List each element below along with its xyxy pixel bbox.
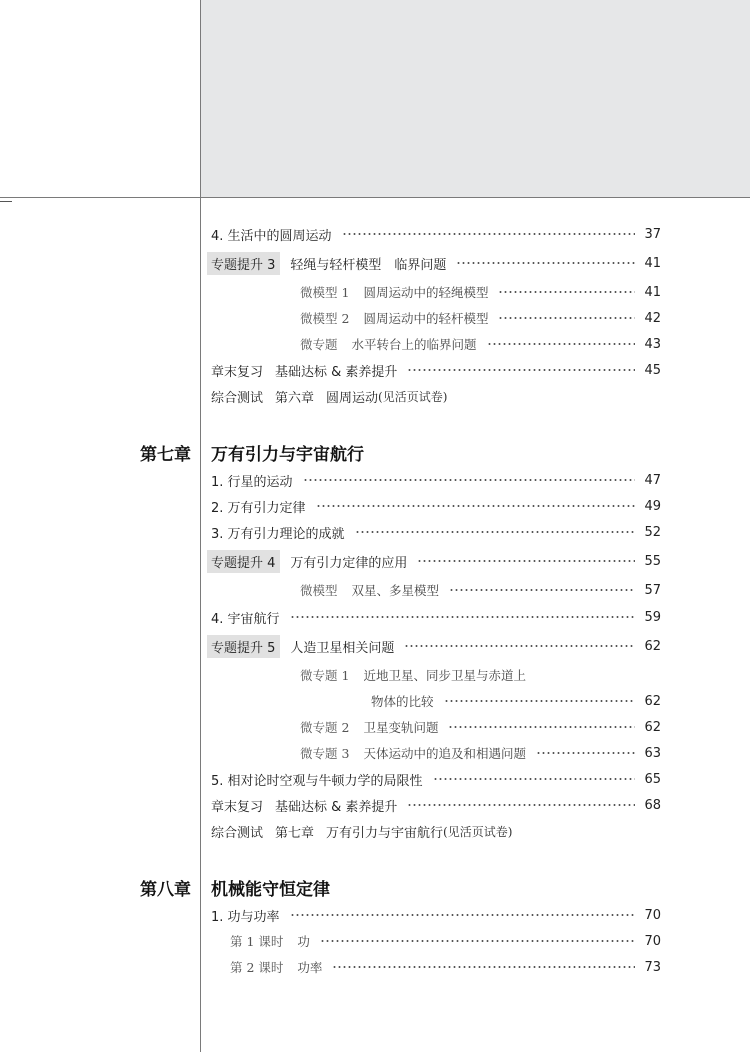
page-number: 37 [644, 226, 661, 242]
entry-title: 5. 相对论时空观与牛顿力学的局限性 [211, 773, 423, 789]
sub-label: 第 2 课时 [230, 960, 284, 975]
entry-title: 功率 [297, 960, 323, 975]
toc-entry[interactable] [211, 495, 661, 517]
leader-dots [355, 531, 635, 533]
entry-title: 天体运动中的追及和相遇问题 [363, 746, 526, 761]
leader-dots [404, 645, 635, 647]
toc-subentry[interactable] [300, 281, 661, 303]
toc-subentry[interactable] [300, 664, 661, 686]
sub-label: 微专题 [300, 337, 338, 352]
page-number: 47 [644, 472, 661, 488]
page-number: 41 [644, 255, 661, 271]
entry-title: 基础达标 & 素养提升 [275, 799, 398, 815]
toc-subentry[interactable] [300, 333, 661, 355]
chapter-number: 第八章 [140, 880, 191, 900]
page-number: 43 [644, 336, 661, 352]
toc-entry[interactable] [211, 606, 661, 628]
leader-dots [444, 700, 635, 702]
entry-title: 圆周运动中的轻杆模型 [363, 311, 489, 326]
toc-entry[interactable] [211, 904, 661, 926]
toc-subentry[interactable] [300, 307, 661, 329]
toc-entry[interactable] [211, 359, 661, 381]
entry-note: (见活页试卷) [443, 824, 513, 839]
toc-entry[interactable] [211, 550, 661, 572]
toc-subentry[interactable] [230, 956, 661, 978]
horizontal-divider [0, 197, 750, 198]
toc-subentry-continuation[interactable] [371, 690, 661, 712]
entry-title: 万有引力与宇宙航行 [326, 825, 444, 841]
toc-entry[interactable] [211, 635, 661, 657]
toc-subentry[interactable] [230, 930, 661, 952]
page-number: 41 [644, 284, 661, 300]
toc-entry[interactable] [211, 820, 661, 842]
leader-dots [332, 966, 635, 968]
entry-prefix: 综合测试 [211, 825, 264, 841]
toc-subentry[interactable] [300, 579, 661, 601]
leader-dots [498, 291, 635, 293]
page-number: 70 [644, 933, 661, 949]
page-number: 73 [644, 959, 661, 975]
entry-title: 人造卫星相关问题 [290, 640, 395, 656]
entry-title: 水平转台上的临界问题 [351, 337, 477, 352]
page-number: 59 [644, 609, 661, 625]
leader-dots [342, 233, 635, 235]
leader-dots [407, 369, 635, 371]
entry-title: 万有引力定律的应用 [290, 555, 408, 571]
entry-title: 4. 生活中的圆周运动 [211, 228, 332, 244]
page-number: 62 [644, 719, 661, 735]
entry-title: 近地卫星、同步卫星与赤道上 [363, 668, 526, 683]
leader-dots [498, 317, 635, 319]
topic-badge: 专题提升 3 [207, 252, 280, 275]
entry-title: 卫星变轨问题 [363, 720, 439, 735]
leader-dots [449, 589, 635, 591]
toc-entry[interactable] [211, 252, 661, 274]
leader-dots [316, 505, 635, 507]
toc-entry[interactable] [211, 768, 661, 790]
margin-tick [0, 201, 12, 202]
entry-prefix: 章末复习 [211, 364, 264, 380]
entry-chapter: 第六章 [275, 390, 315, 406]
leader-dots [320, 940, 635, 942]
page-number: 45 [644, 362, 661, 378]
toc-subentry[interactable] [300, 742, 661, 764]
page-number: 42 [644, 310, 661, 326]
leader-dots [290, 914, 635, 916]
entry-title: 功 [297, 934, 310, 949]
page-number: 62 [644, 638, 661, 654]
leader-dots [303, 479, 635, 481]
toc-entry[interactable] [211, 385, 661, 407]
entry-title: 轻绳与轻杆模型 临界问题 [290, 257, 447, 273]
leader-dots [407, 804, 635, 806]
leader-dots [456, 262, 635, 264]
page-number: 62 [644, 693, 661, 709]
sub-label: 微专题 3 [300, 746, 350, 761]
sub-label: 微模型 [300, 583, 338, 598]
toc-entry[interactable] [211, 469, 661, 491]
sub-label: 微专题 2 [300, 720, 350, 735]
page-number: 65 [644, 771, 661, 787]
toc-entry[interactable] [211, 521, 661, 543]
toc-subentry[interactable] [300, 716, 661, 738]
page-number: 70 [644, 907, 661, 923]
topic-badge: 专题提升 5 [207, 635, 280, 658]
sub-label: 微模型 1 [300, 285, 350, 300]
leader-dots [433, 778, 635, 780]
entry-title: 1. 功与功率 [211, 909, 280, 925]
toc-entry[interactable] [211, 794, 661, 816]
page-number: 49 [644, 498, 661, 514]
sub-label: 第 1 课时 [230, 934, 284, 949]
leader-dots [487, 343, 635, 345]
leader-dots [290, 616, 635, 618]
toc-entry[interactable] [211, 223, 661, 245]
topic-badge: 专题提升 4 [207, 550, 280, 573]
chapter-title: 机械能守恒定律 [211, 880, 330, 900]
entry-title: 圆周运动中的轻绳模型 [363, 285, 489, 300]
entry-prefix: 章末复习 [211, 799, 264, 815]
entry-title: 4. 宇宙航行 [211, 611, 280, 627]
sub-label: 微专题 1 [300, 668, 350, 683]
chapter-title: 万有引力与宇宙航行 [211, 445, 364, 465]
page-number: 55 [644, 553, 661, 569]
entry-title: 双星、多星模型 [351, 583, 440, 598]
entry-title: 物体的比较 [371, 694, 434, 709]
entry-title: 1. 行星的运动 [211, 474, 293, 490]
entry-title: 2. 万有引力定律 [211, 500, 306, 516]
sub-label: 微模型 2 [300, 311, 350, 326]
entry-title: 基础达标 & 素养提升 [275, 364, 398, 380]
entry-chapter: 第七章 [275, 825, 315, 841]
page-number: 57 [644, 582, 661, 598]
page-number: 68 [644, 797, 661, 813]
entry-prefix: 综合测试 [211, 390, 264, 406]
leader-dots [448, 726, 635, 728]
header-gray-block [201, 0, 750, 197]
entry-note: (见活页试卷) [378, 389, 448, 404]
page-number: 63 [644, 745, 661, 761]
chapter-number: 第七章 [140, 445, 191, 465]
page-number: 52 [644, 524, 661, 540]
entry-title: 3. 万有引力理论的成就 [211, 526, 345, 542]
leader-dots [417, 560, 635, 562]
leader-dots [536, 752, 635, 754]
entry-title: 圆周运动 [326, 390, 379, 406]
